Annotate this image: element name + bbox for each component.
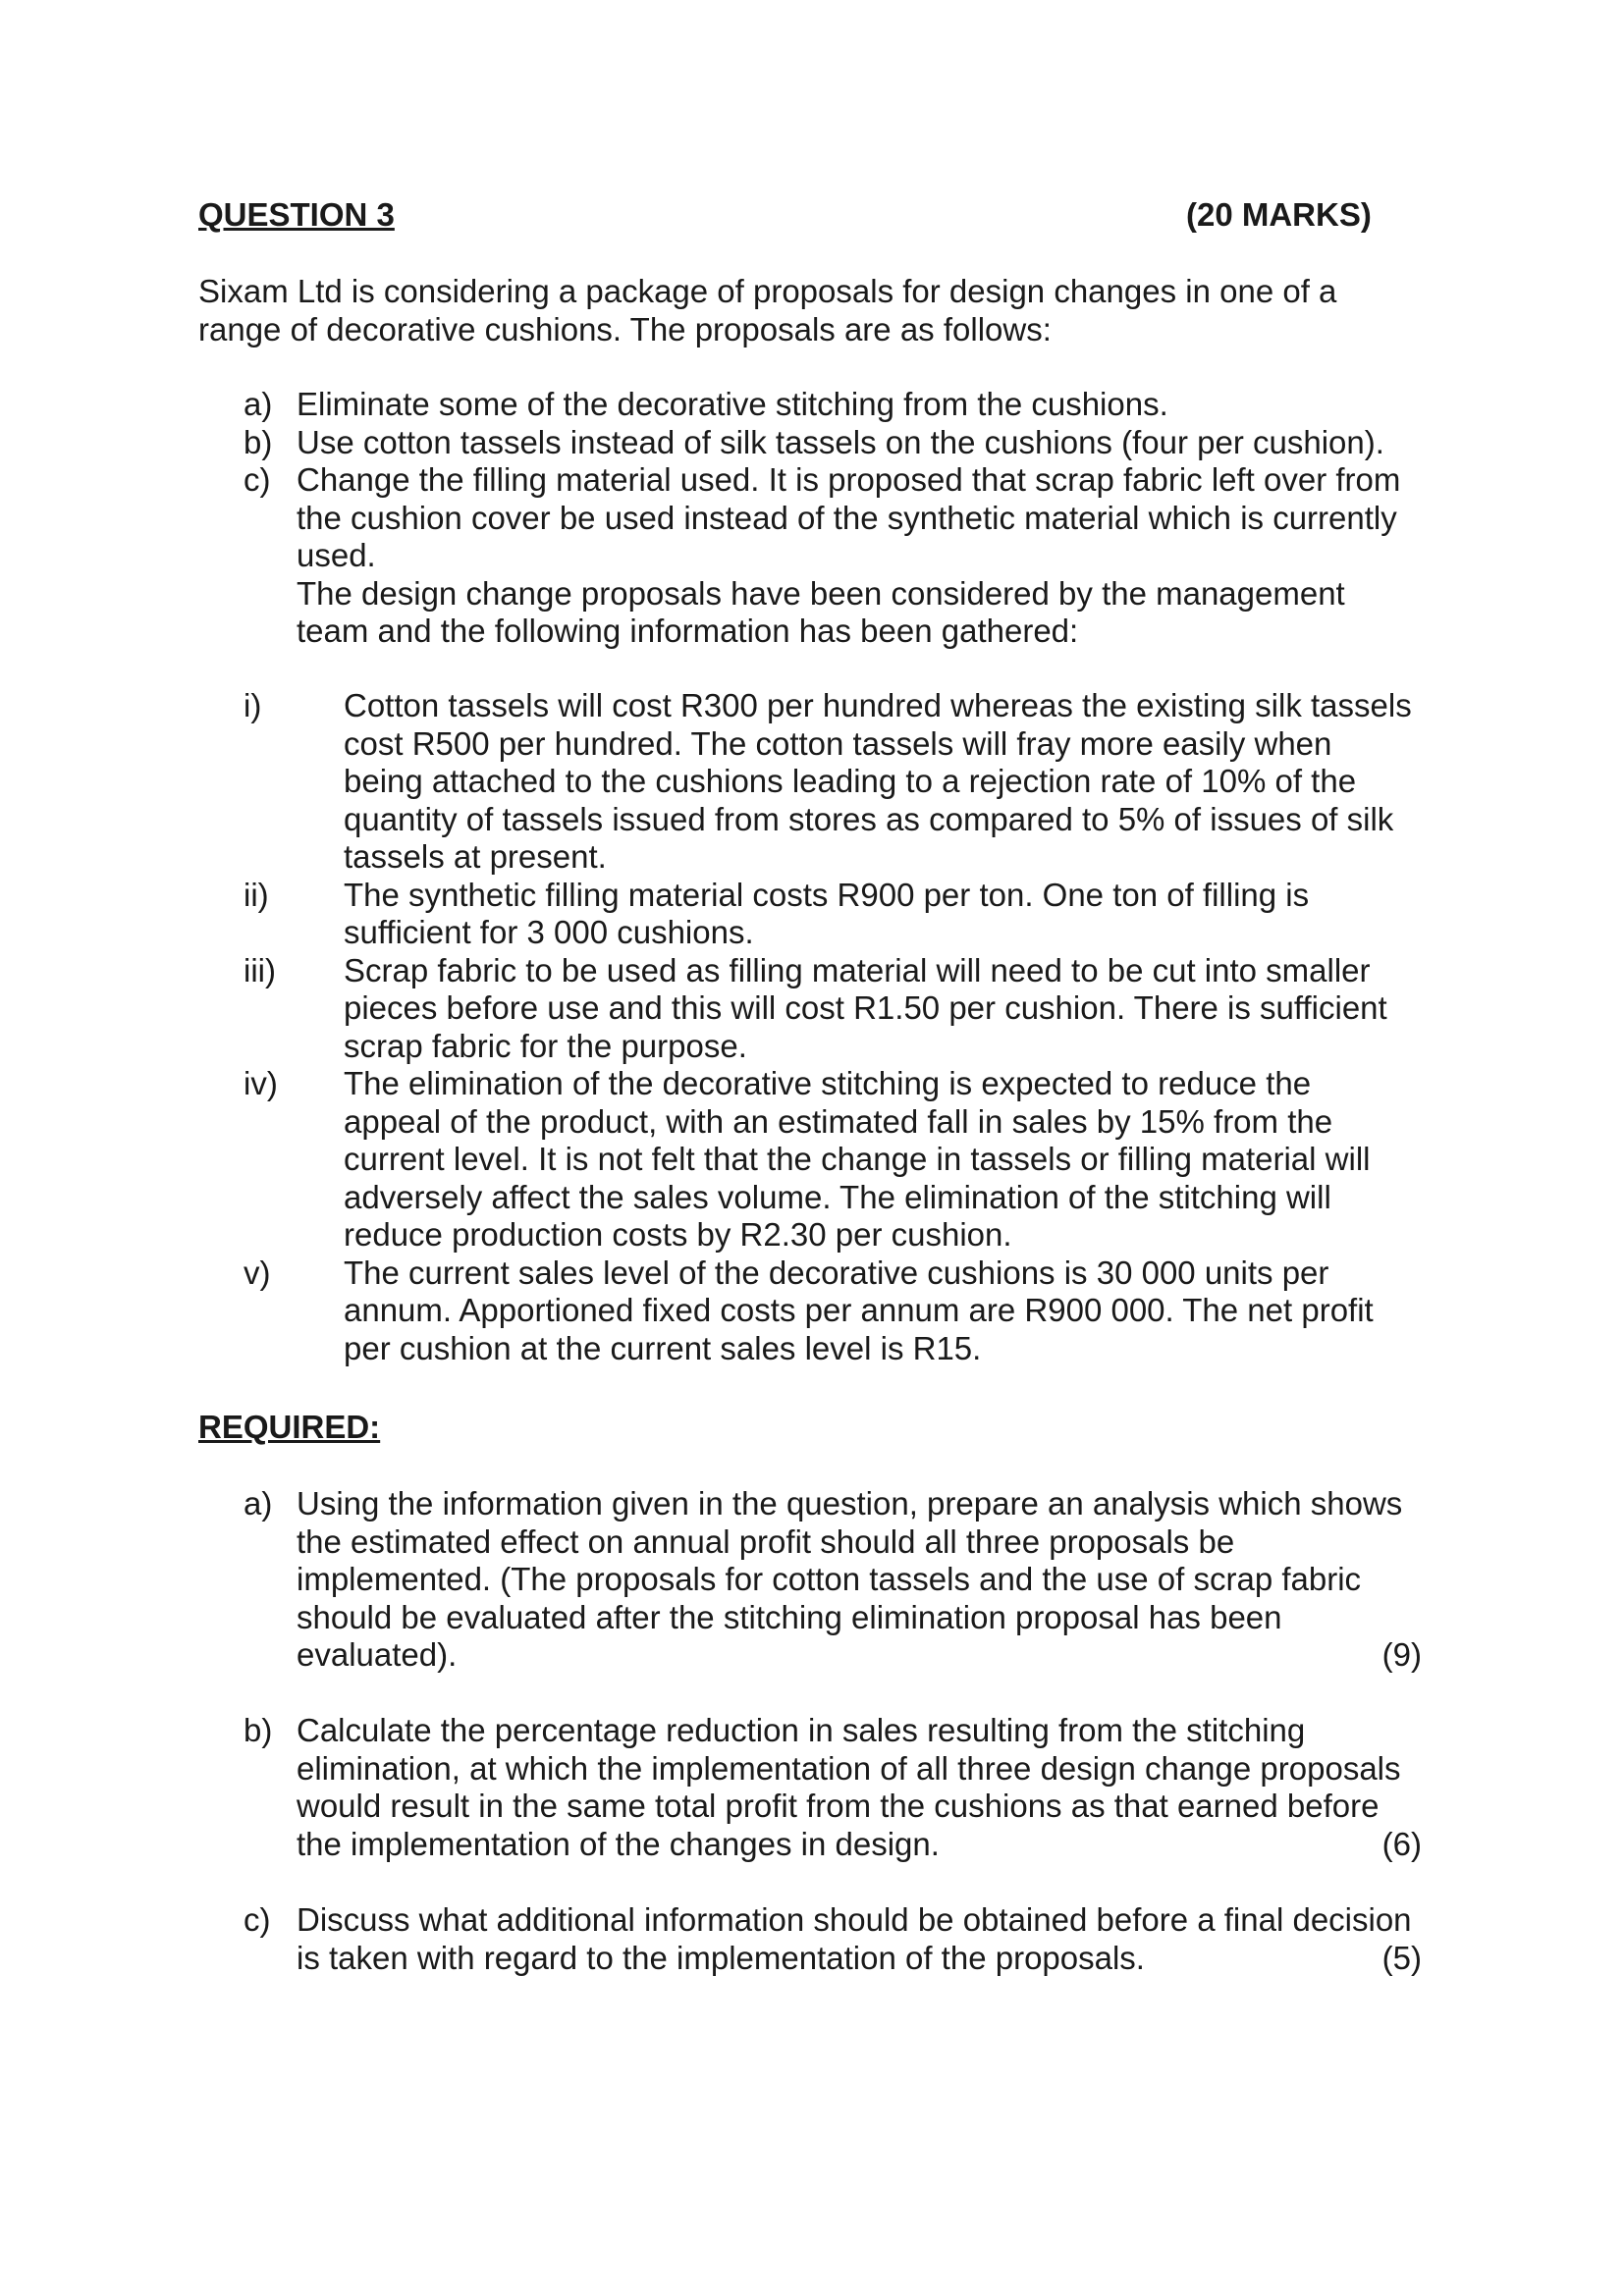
required-last-line	[297, 1826, 1422, 1864]
required-line: elimination, at which the implementation of all three design change proposals	[297, 1749, 1401, 1787]
question-title: QUESTION 3	[198, 196, 395, 233]
proposal-item-c	[244, 461, 1451, 651]
info-label: iii)	[244, 951, 276, 988]
required-last-line	[297, 1636, 1422, 1675]
proposal-line: used.	[297, 537, 376, 573]
required-label: b)	[244, 1712, 273, 1748]
proposal-line: The design change proposals have been considered by the management	[297, 574, 1345, 612]
proposal-label: a)	[244, 386, 273, 422]
required-line: Calculate the percentage reduction in sales resulting from the stitching	[297, 1712, 1306, 1748]
question-total-marks: (20 MARKS)	[1186, 196, 1372, 233]
required-mark: (9)	[1381, 1636, 1422, 1673]
information-list	[244, 687, 1451, 1367]
proposal-text	[297, 461, 1451, 651]
proposal-line: Use cotton tassels instead of silk tassels on the cushions (four per cushion).	[297, 423, 1384, 460]
required-line: Using the information given in the question, prepare an analysis which shows	[297, 1485, 1403, 1522]
required-line: should be evaluated after the stitching elimination proposal has been	[297, 1598, 1282, 1635]
proposal-item-a	[244, 386, 1451, 424]
info-item-i	[244, 687, 1451, 877]
proposal-label: b)	[244, 423, 273, 460]
proposal-text	[297, 424, 1451, 462]
required-line: Discuss what additional information should be obtained before a final decision	[297, 1901, 1412, 1938]
required-line: would result in the same total profit from the cushions as that earned before	[297, 1788, 1380, 1824]
proposal-line: team and the following information has been gathered:	[297, 613, 1079, 649]
info-line: per cushion at the current sales level is R15.	[344, 1329, 982, 1366]
info-line: being attached to the cushions leading to a rejection rate of 10% of the	[344, 763, 1357, 799]
info-line: adversely affect the sales volume. The elimination of the stitching will	[344, 1178, 1331, 1215]
intro-line: Sixam Ltd is considering a package of proposals for design changes in one of a	[198, 273, 1337, 309]
required-last-line	[297, 1940, 1422, 1978]
required-text	[297, 1901, 1422, 1977]
info-text	[344, 952, 1451, 1066]
proposal-list	[244, 386, 1451, 651]
info-line: Scrap fabric to be used as filling material will need to be cut into smaller	[344, 951, 1371, 988]
required-line: is taken with regard to the implementation of the proposals.	[297, 1939, 1145, 1976]
info-label: iv)	[244, 1065, 278, 1101]
required-text	[297, 1712, 1422, 1863]
required-label: a)	[244, 1485, 273, 1522]
required-item-a	[244, 1485, 1422, 1675]
info-line: The current sales level of the decorative cushions is 30 000 units per	[344, 1254, 1329, 1291]
info-item-iv	[244, 1065, 1451, 1255]
required-label: c)	[244, 1901, 271, 1938]
required-line: implemented. (The proposals for cotton tassels and the use of scrap fabric	[297, 1561, 1362, 1597]
info-line: appeal of the product, with an estimated fall in sales by 15% from the	[344, 1102, 1333, 1140]
intro-line: range of decorative cushions. The proposals are as follows:	[198, 310, 1052, 347]
info-text	[344, 1255, 1451, 1368]
info-line: The synthetic filling material costs R900 per ton. One ton of filling is	[344, 876, 1310, 913]
info-line: tassels at present.	[344, 838, 607, 875]
info-line: reduce production costs by R2.30 per cushion.	[344, 1216, 1012, 1253]
proposal-line: Eliminate some of the decorative stitching from the cushions.	[297, 386, 1168, 422]
info-line: cost R500 per hundred. The cotton tassels will fray more easily when	[344, 724, 1332, 762]
required-heading: REQUIRED:	[198, 1409, 381, 1445]
required-line: the implementation of the changes in design.	[297, 1825, 940, 1862]
info-line: pieces before use and this will cost R1.50 per cushion. There is sufficient	[344, 989, 1387, 1026]
proposal-item-b	[244, 424, 1451, 462]
proposal-line: the cushion cover be used instead of the synthetic material which is currently	[297, 499, 1397, 536]
info-item-iii	[244, 952, 1451, 1066]
info-item-ii	[244, 877, 1451, 952]
required-item-c	[244, 1901, 1422, 1977]
info-line: scrap fabric for the purpose.	[344, 1027, 747, 1064]
info-line: Cotton tassels will cost R300 per hundred whereas the existing silk tassels	[344, 687, 1412, 723]
info-text	[344, 687, 1451, 877]
info-label: i)	[244, 687, 262, 723]
info-label: v)	[244, 1254, 271, 1291]
intro-paragraph	[198, 273, 1435, 348]
info-line: sufficient for 3 000 cushions.	[344, 914, 754, 950]
required-item-b	[244, 1712, 1422, 1863]
required-line: evaluated).	[297, 1636, 458, 1673]
info-line: The elimination of the decorative stitching is expected to reduce the	[344, 1065, 1312, 1101]
info-label: ii)	[244, 876, 269, 913]
required-mark: (5)	[1381, 1939, 1422, 1976]
info-text	[344, 1065, 1451, 1255]
info-line: annum. Apportioned fixed costs per annum are R900 000. The net profit	[344, 1292, 1374, 1328]
proposal-text	[297, 386, 1451, 424]
info-line: quantity of tassels issued from stores as compared to 5% of issues of silk	[344, 800, 1394, 837]
required-text	[297, 1485, 1422, 1675]
proposal-line: Change the filling material used. It is proposed that scrap fabric left over from	[297, 461, 1401, 498]
info-text	[344, 877, 1451, 952]
required-line: the estimated effect on annual profit should all three proposals be	[297, 1522, 1235, 1560]
info-item-v	[244, 1255, 1451, 1368]
required-mark: (6)	[1381, 1825, 1422, 1862]
info-line: current level. It is not felt that the change in tassels or filling material will	[344, 1141, 1371, 1177]
proposal-label: c)	[244, 461, 271, 498]
